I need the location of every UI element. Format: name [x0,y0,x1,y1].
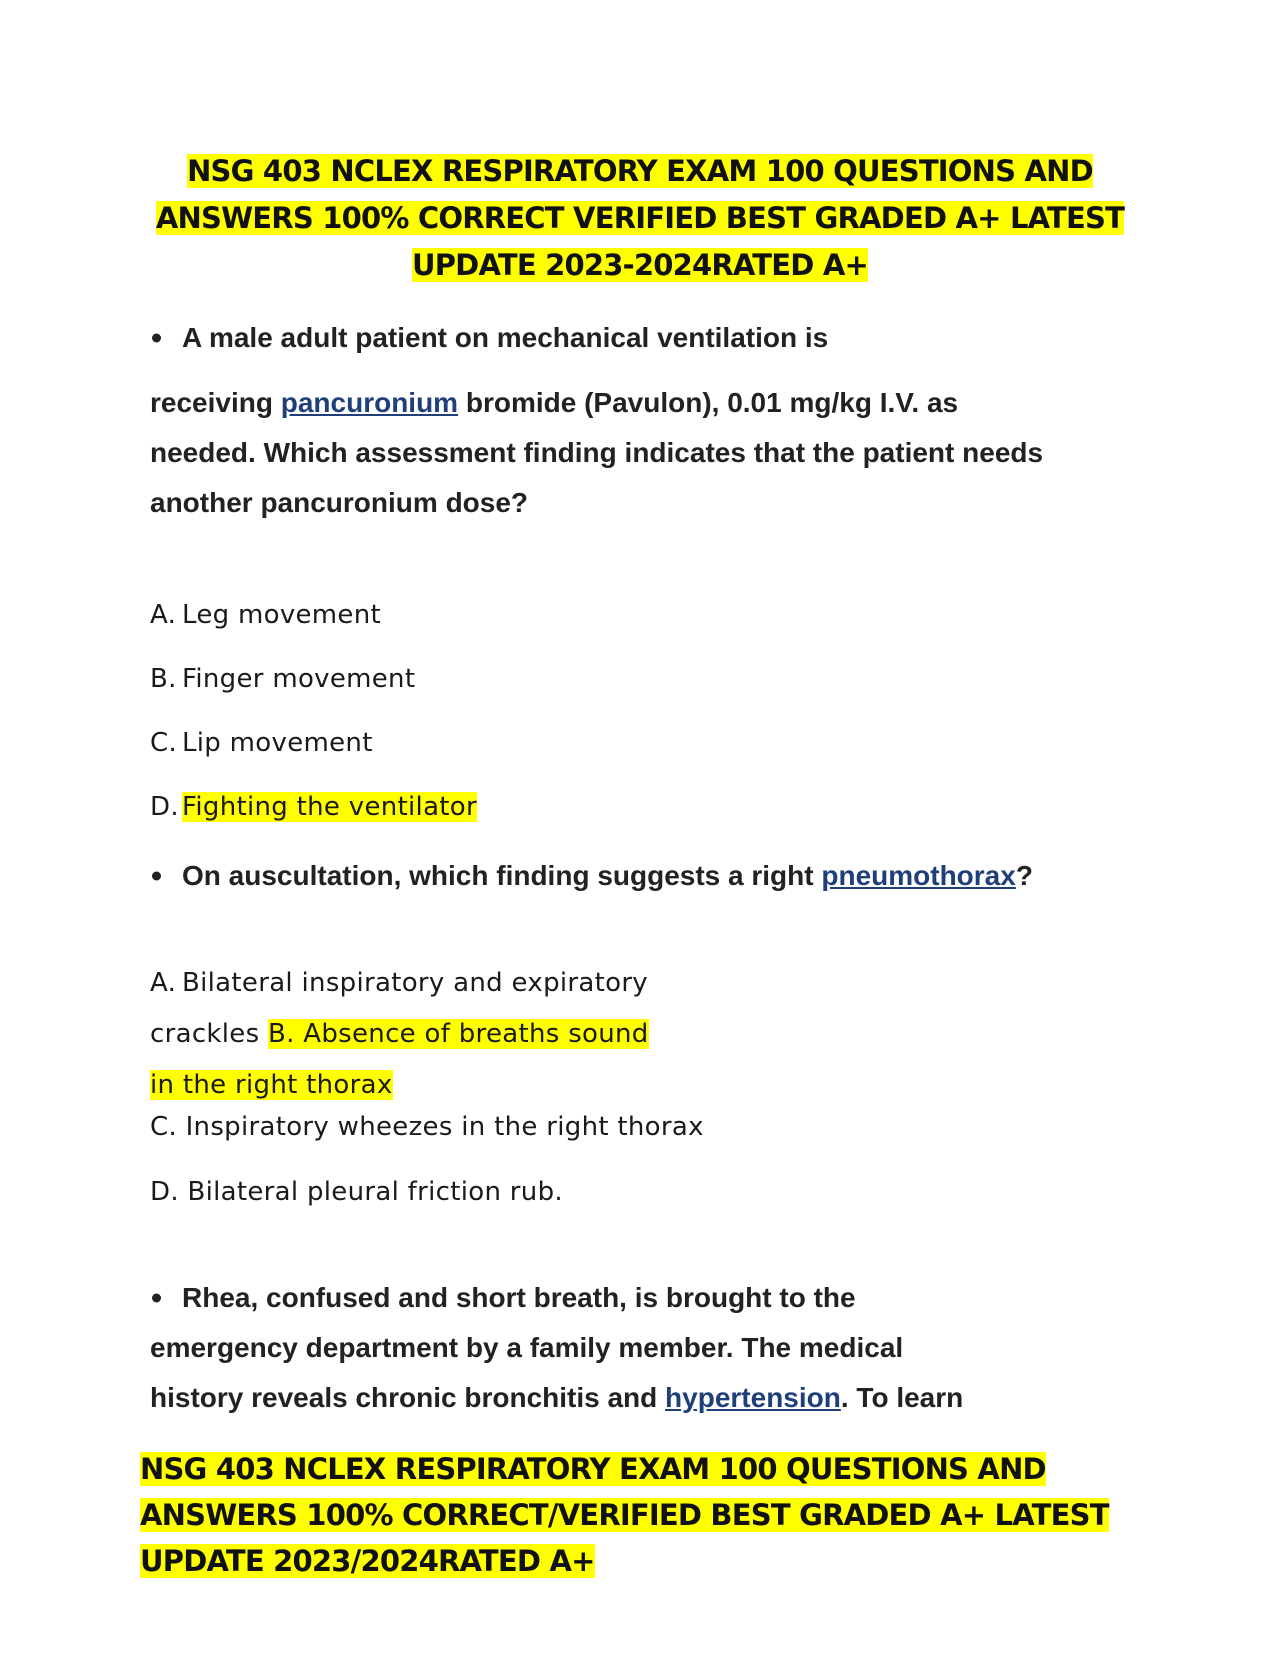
question-1-line-3: needed. Which assessment finding indicates that the patient needs [150,437,1044,468]
question-1-option-d [150,792,477,822]
question-2-bullet [150,856,1140,896]
question-3-line-3-post: . To learn [840,1382,964,1413]
title-line-3: UPDATE 2023-2024RATED A+ [411,248,869,282]
question-1-line-4: another pancuronium dose? [150,487,529,518]
question-1-option-c [150,728,373,758]
footer-line-3: UPDATE 2023/2024RATED A+ [140,1544,595,1578]
option-c-text: C. Inspiratory wheezes in the right thorax [150,1112,704,1142]
page-title [150,148,1130,289]
question-1-line-2-post: bromide (Pavulon), 0.01 mg/kg I.V. as [458,387,959,418]
option-text-answer: Fighting the ventilator [182,792,477,822]
option-letter: A. [150,968,177,998]
question-1 [150,318,1140,528]
question-2-option-d [150,1177,563,1207]
option-a-line-1: Bilateral inspiratory and expiratory [182,968,648,998]
question-3-bullet [150,1273,1140,1323]
question-3 [150,1273,1140,1423]
option-letter: B. [150,664,177,694]
question-3-line-3-pre: history reveals chronic bronchitis and [150,1382,666,1413]
question-3-line-1: Rhea, confused and short breath, is brought to the [182,1282,856,1313]
option-a-line-2: crackles [150,1019,268,1049]
title-line-1: NSG 403 NCLEX RESPIRATORY EXAM 100 QUESTIONS AND [187,154,1093,188]
footer-line-1: NSG 403 NCLEX RESPIRATORY EXAM 100 QUESTIONS AND [140,1452,1046,1486]
question-1-bullet [150,318,1140,358]
question-2-options-ab [150,958,649,1111]
title-line-2: ANSWERS 100% CORRECT VERIFIED BEST GRADED A+ LATEST [155,201,1125,235]
question-1-option-a [150,600,381,630]
question-1-option-b [150,664,415,694]
question-3-line-2: emergency department by a family member. The medical [150,1332,904,1363]
pneumothorax-link[interactable]: pneumothorax [821,860,1016,891]
question-1-line-2-pre: receiving [150,387,281,418]
question-2 [150,856,1140,896]
option-text: Finger movement [182,664,416,694]
option-letter: A. [150,600,177,630]
pancuronium-link[interactable]: pancuronium [280,387,459,418]
option-text: Leg movement [182,600,382,630]
option-b-answer-part-1: B. Absence of breaths sound [268,1019,649,1049]
question-1-line-1: A male adult patient on mechanical ventilation is [182,322,829,353]
footer-line-2: ANSWERS 100% CORRECT/VERIFIED BEST GRADED A+ LATEST [140,1498,1109,1532]
footer-banner [140,1446,1140,1584]
question-2-pre: On auscultation, which finding suggests a right [182,860,822,891]
option-b-answer-part-2: in the right thorax [150,1070,393,1100]
question-2-option-c [150,1112,704,1142]
option-text: Lip movement [182,728,373,758]
option-d-text: D. Bilateral pleural friction rub. [150,1177,563,1207]
option-letter: C. [150,728,178,758]
question-2-post: ? [1015,860,1033,891]
hypertension-link[interactable]: hypertension [665,1382,841,1413]
option-letter: D. [150,792,179,822]
